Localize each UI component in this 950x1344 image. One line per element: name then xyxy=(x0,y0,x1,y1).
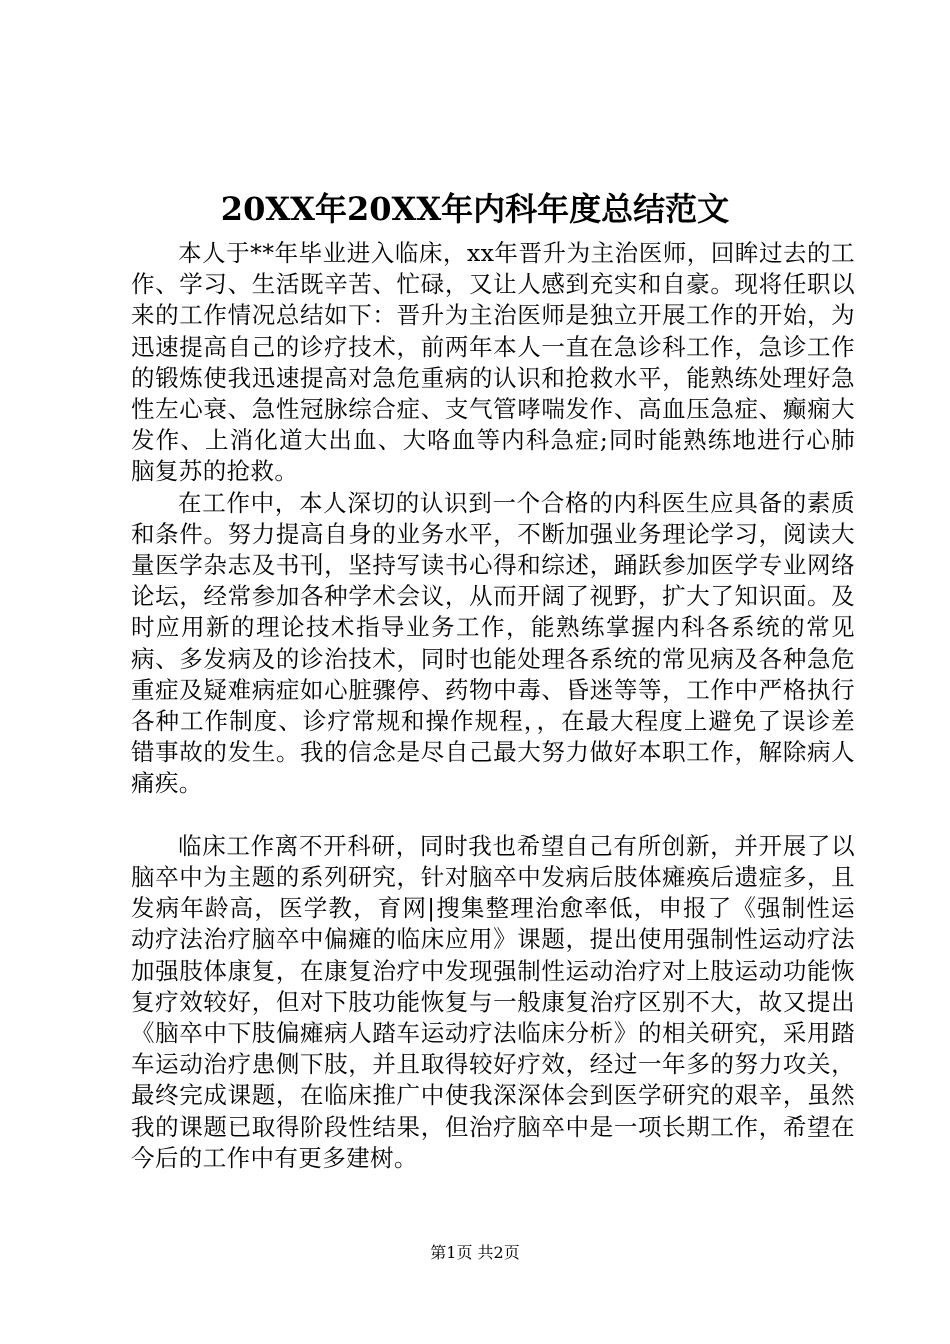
paragraph-spacer xyxy=(131,800,855,831)
document-title: 20XX年20XX年内科年度总结范文 xyxy=(220,190,730,228)
page-number-footer: 第1页 共2页 xyxy=(430,1243,520,1262)
document-body xyxy=(131,238,855,1174)
paragraph-3: 临床工作离不开科研，同时我也希望自己有所创新，并开展了以脑卒中为主题的系列研究，针对脑卒中发病后肢体瘫痪后遗症多，且发病年龄高，医学教，育网|搜集整理治愈率低，申报了《强制性运动疗法治疗脑卒中偏瘫的临床应用》课题，提出使用强制性运动疗法加强肢体康复，在康复治疗中发现强制性运动治疗对上肢运动功能恢复疗效较好，但对下肢功能恢复与一般康复治疗区别不大，故又提出《脑卒中下肢偏瘫病人踏车运动疗法临床分析》的相关研究，采用踏车运动治疗患侧下肢，并且取得较好疗效，经过一年多的努力攻关，最终完成课题，在临床推广中使我深深体会到医学研究的艰辛，虽然我的课题已取得阶段性结果，但治疗脑卒中是一项长期工作，希望在今后的工作中有更多建树。 xyxy=(131,831,855,1172)
paragraph-1: 本人于**年毕业进入临床，xx年晋升为主治医师，回眸过去的工作、学习、生活既辛苦、忙碌，又让人感到充实和自豪。现将任职以来的工作情况总结如下：晋升为主治医师是独立开展工作的开始，为迅速提高自己的诊疗技术，前两年本人一直在急诊科工作，急诊工作的锻炼使我迅速提高对急危重病的认识和抢救水平，能熟练处理好急性左心衰、急性冠脉综合症、支气管哮喘发作、高血压急症、癫痫大发作、上消化道大出血、大咯血等内科急症;同时能熟练地进行心肺脑复苏的抢救。 xyxy=(131,239,855,486)
paragraph-2: 在工作中，本人深切的认识到一个合格的内科医生应具备的素质和条件。努力提高自身的业务水平，不断加强业务理论学习，阅读大量医学杂志及书刊，坚持写读书心得和综述，踊跃参加医学专业网络论坛，经常参加各种学术会议，从而开阔了视野，扩大了知识面。及时应用新的理论技术指导业务工作，能熟练掌握内科各系统的常见病、多发病及的诊治技术，同时也能处理各系统的常见病及各种急危重症及疑难病症如心脏骤停、药物中毒、昏迷等等，工作中严格执行各种工作制度、诊疗常规和操作规程，，在最大程度上避免了误诊差错事故的发生。我的信念是尽自己最大努力做好本职工作，解除病人痛疾。 xyxy=(131,488,855,798)
